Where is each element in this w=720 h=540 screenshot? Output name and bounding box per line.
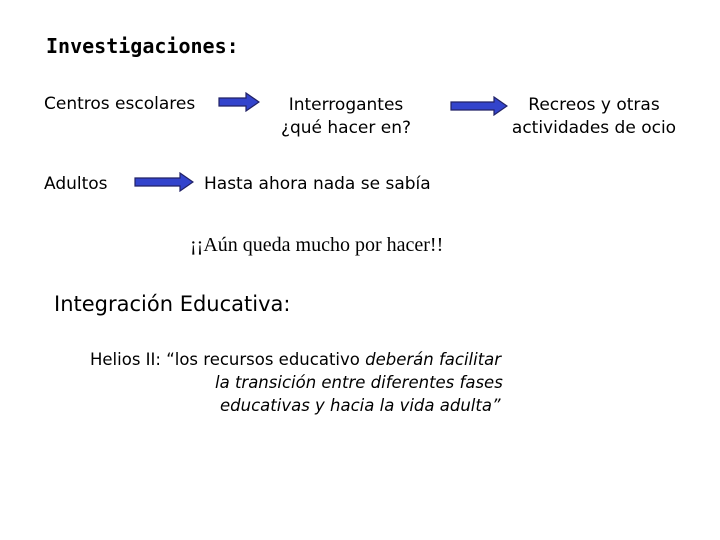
quote-line-3: educativas y hacia la vida adulta” (220, 396, 501, 415)
helios-quote (90, 348, 503, 417)
centros-escolares-label: Centros escolares (44, 94, 196, 114)
recreos-block (500, 94, 688, 140)
section-title: Integración Educativa: (54, 292, 291, 316)
interrogantes-label: Interrogantes (288, 95, 404, 115)
quote-line-1-italic: deberán facilitar (365, 350, 502, 369)
actividades-label: actividades de ocio (511, 118, 677, 138)
quote-line-2: la transición entre diferentes fases (215, 373, 503, 392)
page-title: Investigaciones: (46, 34, 239, 58)
hasta-ahora-label: Hasta ahora nada se sabía (204, 174, 431, 194)
arrow-right-icon (134, 172, 194, 192)
arrow-right-icon (218, 92, 260, 112)
quote-line-1-prefix: Helios II: “los recursos educativo (90, 350, 366, 369)
interrogantes-block (266, 94, 426, 140)
adultos-label: Adultos (44, 174, 108, 194)
recreos-label: Recreos y otras (528, 95, 660, 115)
quote-line-1 (90, 348, 503, 371)
que-hacer-label: ¿qué hacer en? (280, 118, 412, 138)
exclamation-text: ¡¡Aún queda mucho por hacer!! (190, 234, 444, 256)
